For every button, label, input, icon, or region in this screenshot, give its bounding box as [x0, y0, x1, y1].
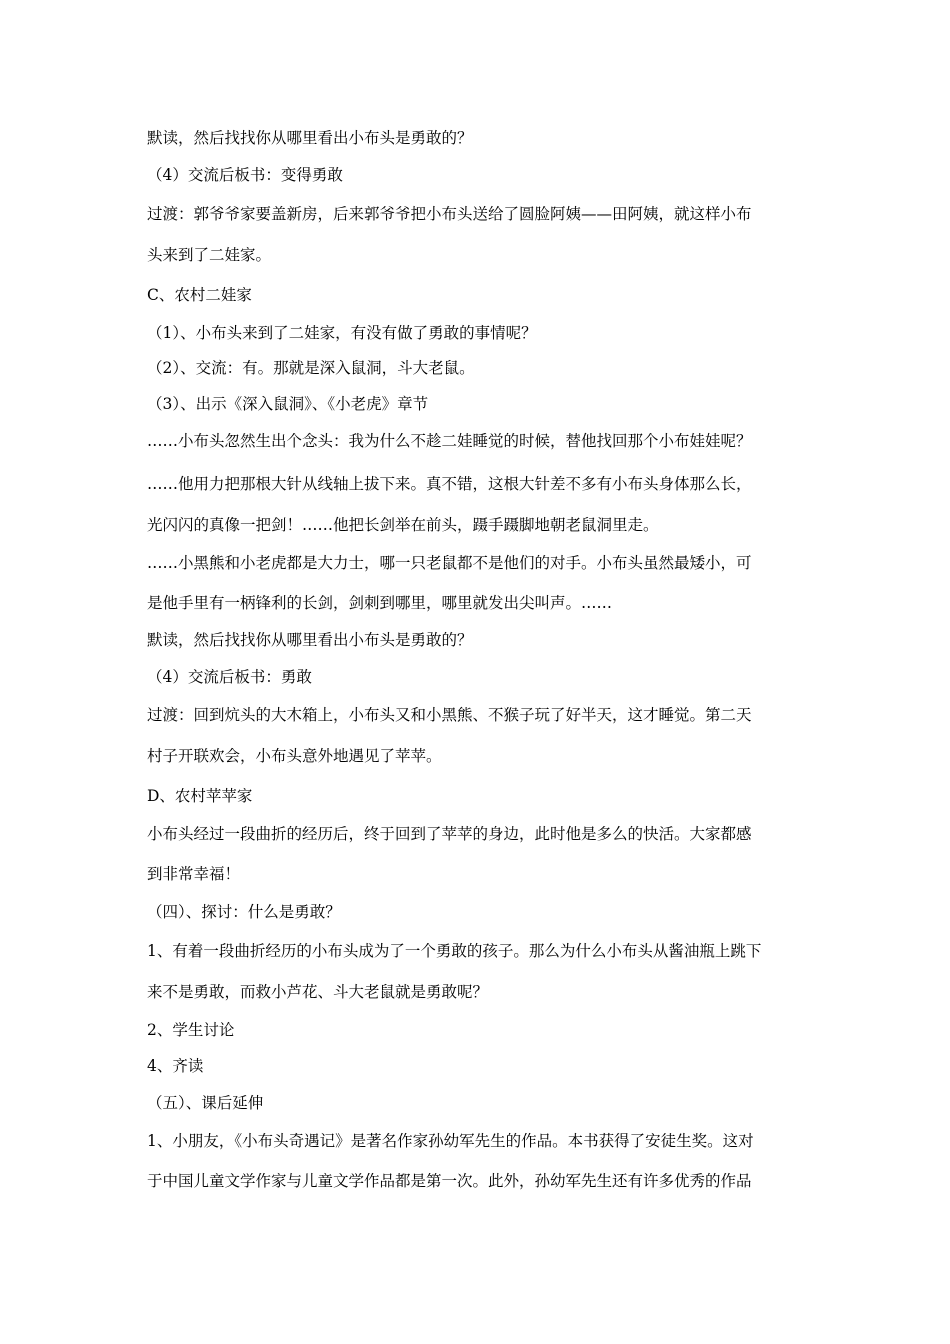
text-line: 村子开联欢会，小布头意外地遇见了苹苹。 — [147, 747, 442, 765]
text-line: 光闪闪的真像一把剑！……他把长剑举在前头，蹑手蹑脚地朝老鼠洞里走。 — [147, 516, 659, 534]
text-line: （4）交流后板书：勇敢 — [147, 668, 312, 686]
text-line: 是他手里有一柄锋利的长剑，剑刺到哪里，哪里就发出尖叫声。…… — [147, 594, 613, 612]
text-line: 来不是勇敢，而救小芦花、斗大老鼠就是勇敢呢？ — [147, 983, 489, 1001]
text-line: 1、有着一段曲折经历的小布头成为了一个勇敢的孩子。那么为什么小布头从酱油瓶上跳下 — [147, 942, 762, 960]
text-line: 过渡：回到炕头的大木箱上，小布头又和小黑熊、不猴子玩了好半天，这才睡觉。第二天 — [147, 706, 752, 724]
text-line: ……小黑熊和小老虎都是大力士，哪一只老鼠都不是他们的对手。小布头虽然最矮小，可 — [147, 554, 752, 572]
text-line: 4、齐读 — [147, 1057, 204, 1075]
text-line: 1、小朋友，《小布头奇遇记》是著名作家孙幼军先生的作品。本书获得了安徒生奖。这对 — [147, 1132, 754, 1150]
text-line: 于中国儿童文学作家与儿童文学作品都是第一次。此外，孙幼军先生还有许多优秀的作品 — [147, 1172, 752, 1190]
text-line: 小布头经过一段曲折的经历后，终于回到了苹苹的身边，此时他是多么的快活。大家都感 — [147, 825, 752, 843]
text-line: （四）、探讨：什么是勇敢？ — [147, 903, 341, 921]
text-line: 头来到了二娃家。 — [147, 246, 272, 264]
text-line: 到非常幸福！ — [147, 865, 241, 883]
text-line: 默读，然后找找你从哪里看出小布头是勇敢的？ — [147, 631, 473, 649]
text-line: （3）、出示《深入鼠洞》、《小老虎》章节 — [147, 395, 429, 413]
text-line: 2、学生讨论 — [147, 1021, 235, 1039]
text-line: D、农村苹苹家 — [147, 787, 253, 805]
text-line: ……小布头忽然生出个念头：我为什么不趁二娃睡觉的时候，替他找回那个小布娃娃呢？ — [147, 432, 752, 450]
text-line: 过渡：郭爷爷家要盖新房，后来郭爷爷把小布头送给了圆脸阿姨——田阿姨，就这样小布 — [147, 205, 752, 223]
text-line: （2）、交流：有。那就是深入鼠洞，斗大老鼠。 — [147, 359, 475, 377]
text-line: （4）交流后板书：变得勇敢 — [147, 166, 343, 184]
text-line: ……他用力把那根大针从线轴上拔下来。真不错，这根大针差不多有小布头身体那么长， — [147, 475, 752, 493]
text-line: （1）、小布头来到了二娃家，有没有做了勇敢的事情呢？ — [147, 324, 537, 342]
text-line: C、农村二娃家 — [147, 286, 252, 304]
text-line: 默读，然后找找你从哪里看出小布头是勇敢的？ — [147, 129, 473, 147]
text-line: （五）、课后延伸 — [147, 1094, 264, 1112]
